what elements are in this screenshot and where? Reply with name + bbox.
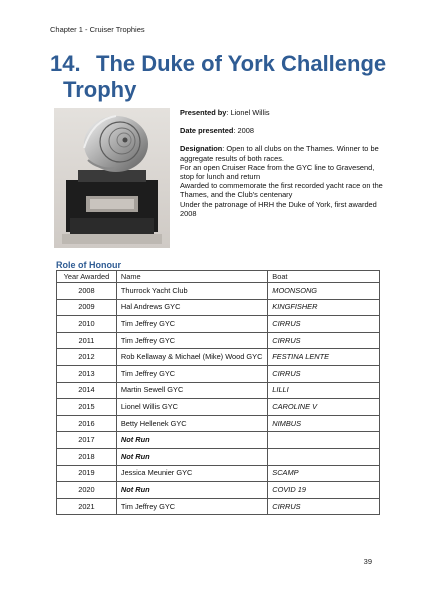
year-cell: 2017 xyxy=(57,432,117,449)
table-row xyxy=(57,399,380,416)
name-cell: Thurrock Yacht Club xyxy=(116,283,267,300)
race-description: For an open Cruiser Race from the GYC line to Gravesend, stop for lunch and return xyxy=(180,162,375,182)
boat-cell: NIMBUS xyxy=(268,415,380,432)
table-row xyxy=(57,316,380,333)
date-label: Date presented xyxy=(180,126,234,136)
patronage-description: Under the patronage of HRH the Duke of York, first awarded 2008 xyxy=(180,199,377,218)
name-cell: Tim Jeffrey GYC xyxy=(116,498,267,515)
name-cell: Not Run xyxy=(116,432,267,449)
year-cell: 2019 xyxy=(57,465,117,482)
column-header-boat: Boat xyxy=(268,271,380,283)
boat-cell: CIRRUS xyxy=(268,498,380,515)
boat-cell: LILLI xyxy=(268,382,380,399)
table-row xyxy=(57,283,380,300)
trophy-info xyxy=(180,108,385,218)
presented-value: : Lionel Willis xyxy=(226,108,270,117)
date-presented xyxy=(180,126,385,135)
designation xyxy=(180,144,385,218)
title-line-2: Trophy xyxy=(63,77,137,102)
section-number: 14. xyxy=(50,51,81,76)
year-cell: 2018 xyxy=(57,448,117,465)
boat-cell xyxy=(268,432,380,449)
name-cell: Betty Hellenek GYC xyxy=(116,415,267,432)
table-header-row xyxy=(57,271,380,283)
page-title xyxy=(50,51,390,103)
year-cell: 2013 xyxy=(57,365,117,382)
table-row xyxy=(57,432,380,449)
table-body xyxy=(57,283,380,515)
award-description: Awarded to commemorate the first recorded yacht race on the Thames, and the Club's centenary xyxy=(180,181,383,200)
name-cell: Not Run xyxy=(116,448,267,465)
year-cell: 2014 xyxy=(57,382,117,399)
table-row xyxy=(57,482,380,499)
table-row xyxy=(57,365,380,382)
boat-cell: CIRRUS xyxy=(268,332,380,349)
table-row xyxy=(57,349,380,366)
name-cell: Hal Andrews GYC xyxy=(116,299,267,316)
name-cell: Martin Sewell GYC xyxy=(116,382,267,399)
table-row xyxy=(57,382,380,399)
column-header-year: Year Awarded xyxy=(57,271,117,283)
boat-cell xyxy=(268,448,380,465)
year-cell: 2009 xyxy=(57,299,117,316)
year-cell: 2020 xyxy=(57,482,117,499)
name-cell: Not Run xyxy=(116,482,267,499)
table-row xyxy=(57,465,380,482)
date-value: : 2008 xyxy=(233,126,254,136)
designation-value: : Open to all clubs on the Thames. Winner to be aggregate results of both races. xyxy=(180,144,379,163)
boat-cell: CAROLINE V xyxy=(268,399,380,416)
designation-label: Designation xyxy=(180,144,223,154)
column-header-name: Name xyxy=(116,271,267,283)
table-row xyxy=(57,498,380,515)
year-cell: 2016 xyxy=(57,415,117,432)
boat-cell: FESTINA LENTE xyxy=(268,349,380,366)
name-cell: Lionel Willis GYC xyxy=(116,399,267,416)
boat-cell: COVID 19 xyxy=(268,482,380,499)
title-line-1: The Duke of York Challenge xyxy=(96,51,387,76)
boat-cell: CIRRUS xyxy=(268,316,380,333)
roll-of-honour-table xyxy=(56,270,380,515)
trophy-illustration xyxy=(54,108,170,248)
boat-cell: MOONSONG xyxy=(268,283,380,300)
boat-cell: CIRRUS xyxy=(268,365,380,382)
boat-cell: SCAMP xyxy=(268,465,380,482)
year-cell: 2015 xyxy=(57,399,117,416)
year-cell: 2008 xyxy=(57,283,117,300)
table-row xyxy=(57,332,380,349)
table-row xyxy=(57,415,380,432)
trophy-photo xyxy=(54,108,170,248)
table-row xyxy=(57,299,380,316)
year-cell: 2011 xyxy=(57,332,117,349)
year-cell: 2010 xyxy=(57,316,117,333)
year-cell: 2012 xyxy=(57,349,117,366)
table-row xyxy=(57,448,380,465)
name-cell: Tim Jeffrey GYC xyxy=(116,332,267,349)
name-cell: Tim Jeffrey GYC xyxy=(116,316,267,333)
year-cell: 2021 xyxy=(57,498,117,515)
boat-cell: KINGFISHER xyxy=(268,299,380,316)
name-cell: Jessica Meunier GYC xyxy=(116,465,267,482)
presented-label: Presented by xyxy=(180,108,227,117)
running-header: Chapter 1 - Cruiser Trophies xyxy=(50,25,145,34)
roll-of-honour-title: Role of Honour xyxy=(56,260,121,270)
name-cell: Tim Jeffrey GYC xyxy=(116,365,267,382)
name-cell: Rob Kellaway & Michael (Mike) Wood GYC xyxy=(116,349,267,366)
page-number: 39 xyxy=(363,557,372,566)
presented-by xyxy=(180,108,385,117)
